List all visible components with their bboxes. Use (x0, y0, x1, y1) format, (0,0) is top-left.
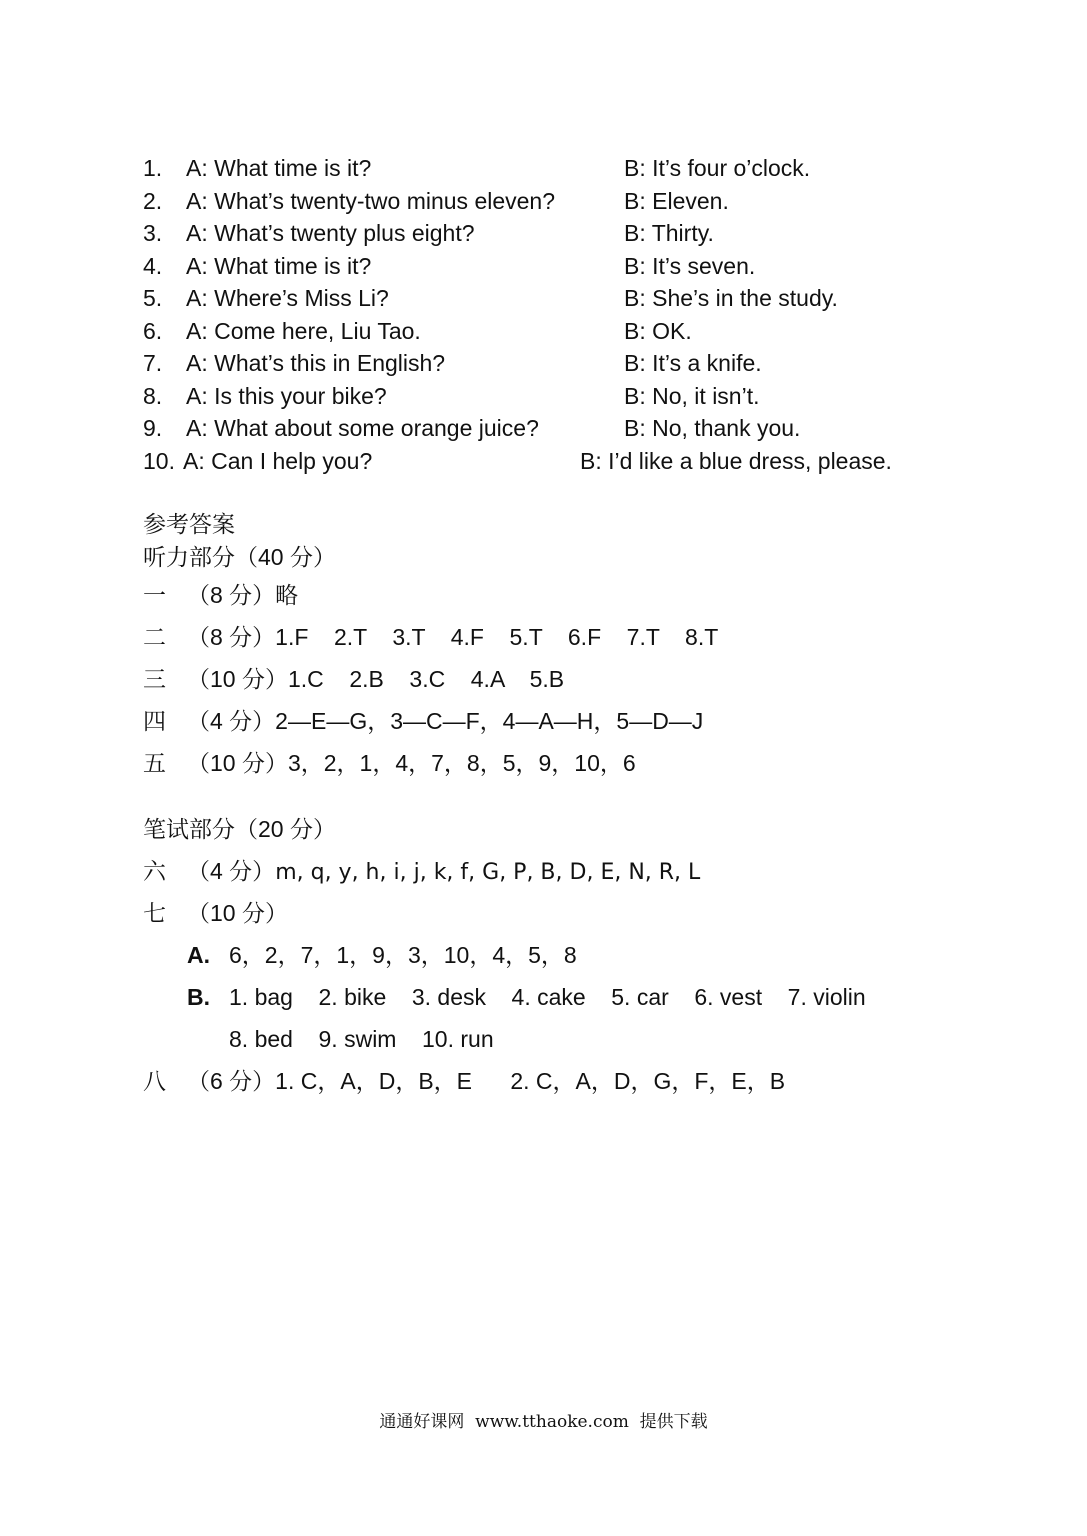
answer-subsection (143, 976, 963, 1018)
section-mark: 五 (143, 750, 166, 776)
section-answers: （6 分）1. C，A，D，B，E 2. C，A，D，G，F，E，B (187, 1068, 786, 1094)
listening-section-heading: 听力部分（40 分） (143, 544, 336, 570)
speaker-b-text: B: It’s four o’clock. (624, 155, 811, 181)
dialogue-line (143, 445, 943, 478)
speaker-a-text: A: What time is it? (186, 155, 372, 181)
answer-section (143, 850, 963, 892)
speaker-a-text: A: Where’s Miss Li? (186, 285, 389, 311)
speaker-b-text: B: She’s in the study. (624, 285, 838, 311)
speaker-a-text: A: Is this your bike? (186, 382, 387, 409)
answer-subsection-continued (143, 1018, 963, 1060)
written-section-heading: 笔试部分（20 分） (143, 816, 336, 842)
line-number: 6. (143, 317, 163, 344)
dialogue-line (143, 152, 943, 185)
line-number: 9. (143, 415, 163, 441)
answer-section (143, 700, 963, 742)
speaker-b-text: B: It’s a knife. (624, 350, 762, 376)
dialogue-line (143, 250, 943, 283)
speaker-b-text: B: No, it isn’t. (624, 382, 760, 409)
line-number: 3. (143, 220, 163, 246)
speaker-a-text: A: Come here, Liu Tao. (186, 317, 421, 344)
answer-section (143, 1060, 963, 1102)
subsection-answers: 8. bed 9. swim 10. run (229, 1026, 494, 1052)
answer-subsection (143, 934, 963, 976)
speaker-b-text: B: I’d like a blue dress, please. (580, 447, 892, 474)
line-number: 4. (143, 252, 163, 279)
line-number: 2. (143, 187, 163, 214)
section-score: （4 分） (187, 858, 276, 884)
page-footer: 通通好课网 www.tthaoke.com 提供下载 (379, 1412, 708, 1432)
speaker-a-text: A: What’s twenty plus eight? (186, 220, 475, 246)
dialogue-line (143, 217, 943, 250)
answer-key (143, 508, 963, 1102)
speaker-a-text: A: Can I help you? (183, 447, 373, 474)
dialogue-line (143, 412, 943, 445)
subsection-answers: 6，2，7，1，9，3，10，4，5，8 (229, 942, 577, 968)
listening-script (143, 152, 943, 477)
answer-key-heading: 参考答案 (143, 511, 235, 537)
dialogue-line (143, 315, 943, 348)
section-mark: 八 (143, 1068, 166, 1094)
speaker-b-text: B: OK. (624, 317, 692, 344)
speaker-b-text: B: Eleven. (624, 187, 729, 214)
section-mark: 一 (143, 582, 166, 608)
dialogue-line (143, 185, 943, 218)
speaker-a-text: A: What about some orange juice? (186, 415, 539, 441)
section-answers: （8 分）略 (187, 582, 299, 608)
line-number: 1. (143, 155, 163, 181)
speaker-a-text: A: What’s this in English? (186, 350, 446, 376)
speaker-a-text: A: What time is it? (186, 252, 372, 279)
answer-section (143, 742, 963, 784)
line-number: 8. (143, 382, 163, 409)
section-mark: 三 (143, 666, 166, 692)
speaker-b-text: B: No, thank you. (624, 415, 801, 441)
speaker-b-text: B: Thirty. (624, 220, 714, 246)
line-number: 10. (143, 447, 175, 474)
section-answers: （8 分）1.F 2.T 3.T 4.F 5.T 6.F 7.T 8.T (187, 624, 719, 650)
speaker-b-text: B: It’s seven. (624, 252, 756, 279)
section-mark: 七 (143, 900, 166, 926)
line-number: 5. (143, 285, 163, 311)
section-answers: m, q, y, h, i, j, k, f, G, P, B, D, E, N, R, L (275, 860, 701, 885)
section-answers: （4 分）2—E—G，3—C—F，4—A—H，5—D—J (187, 708, 704, 734)
line-number: 7. (143, 350, 163, 376)
answer-section (143, 658, 963, 700)
section-answers: （10 分）1.C 2.B 3.C 4.A 5.B (187, 666, 565, 692)
section-answers: （10 分）3，2，1，4，7，8，5，9，10，6 (187, 750, 636, 776)
subsection-tag: A. (187, 942, 210, 968)
answer-section (143, 616, 963, 658)
subsection-answers: 1. bag 2. bike 3. desk 4. cake 5. car 6. vest 7. violin (229, 984, 866, 1010)
section-mark: 二 (143, 624, 166, 650)
dialogue-line (143, 380, 943, 413)
section-mark: 四 (143, 708, 166, 734)
answer-section (143, 574, 963, 616)
speaker-a-text: A: What’s twenty-two minus eleven? (186, 187, 556, 214)
answer-section (143, 892, 963, 934)
subsection-tag: B. (187, 984, 210, 1010)
dialogue-line (143, 347, 943, 380)
dialogue-line (143, 282, 943, 315)
section-score: （10 分） (187, 900, 288, 926)
section-mark: 六 (143, 858, 166, 884)
